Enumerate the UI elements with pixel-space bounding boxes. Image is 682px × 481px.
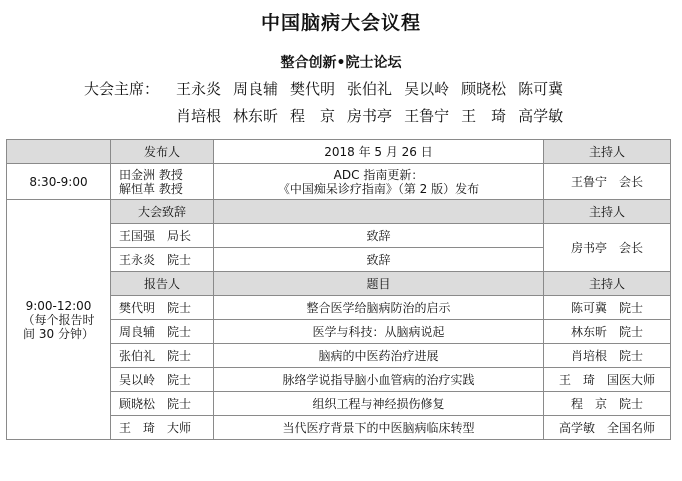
topic-cell: 医学与科技：从脑病说起 — [214, 320, 544, 344]
chair-name: 房书亭 — [347, 107, 393, 125]
time-cell: 8:30-9:00 — [7, 164, 111, 200]
speaker-cell: 王永炎 院士 — [111, 248, 214, 272]
chair-name: 王 琦 — [461, 107, 507, 125]
speaker-cell: 周良辅 院士 — [111, 320, 214, 344]
host-cell: 王鲁宁 会长 — [544, 164, 671, 200]
topic-cell: 整合医学给脑病防治的启示 — [214, 296, 544, 320]
header-empty-cell — [214, 200, 544, 224]
forum-subtitle: 整合创新•院士论坛 — [280, 55, 402, 71]
host-cell: 程 京 院士 — [544, 392, 671, 416]
block-time-cell — [7, 200, 111, 440]
header-topic: 题目 — [214, 272, 544, 296]
chairs-row-2 — [84, 103, 575, 130]
chair-name: 张伯礼 — [347, 80, 393, 98]
speaker-cell: 樊代明 院士 — [111, 296, 214, 320]
host-cell: 陈可冀 院士 — [544, 296, 671, 320]
chair-name: 顾晓松 — [461, 80, 507, 98]
header-publisher: 发布人 — [111, 140, 214, 164]
chair-name: 肖培根 — [176, 107, 222, 125]
topic-cell: 致辞 — [214, 224, 544, 248]
release-topic-line: ADC 指南更新： — [333, 167, 424, 182]
chair-name: 樊代明 — [290, 80, 336, 98]
speaker-cell: 王国强 局长 — [111, 224, 214, 248]
chair-name: 周良辅 — [233, 80, 279, 98]
chair-name: 吴以岭 — [404, 80, 450, 98]
chair-name: 林东昕 — [233, 107, 279, 125]
topic-cell: 脑病的中医药治疗进展 — [214, 344, 544, 368]
speaker-cell: 张伯礼 院士 — [111, 344, 214, 368]
header-address: 大会致辞 — [111, 200, 214, 224]
publisher-name: 解恒革 教授 — [119, 181, 183, 196]
host-cell: 高学敏 全国名师 — [544, 416, 671, 440]
header-host: 主持人 — [544, 272, 671, 296]
header-host: 主持人 — [544, 200, 671, 224]
topic-cell: 致辞 — [214, 248, 544, 272]
release-topic-cell — [214, 164, 544, 200]
header-date: 2018 年 5 月 26 日 — [214, 140, 544, 164]
block-time-line: 9:00-12:00 — [25, 298, 92, 313]
speaker-cell: 王 琦 大师 — [111, 416, 214, 440]
host-cell: 房书亭 会长 — [544, 224, 671, 272]
chairs-section — [84, 76, 575, 130]
table-row — [7, 200, 671, 224]
chairs-label: 大会主席： — [84, 80, 160, 98]
speaker-cell: 顾晓松 院士 — [111, 392, 214, 416]
speaker-cell: 吴以岭 院士 — [111, 368, 214, 392]
table-row — [7, 140, 671, 164]
header-host: 主持人 — [544, 140, 671, 164]
publisher-cell — [111, 164, 214, 200]
host-cell: 林东昕 院士 — [544, 320, 671, 344]
host-cell: 王 琦 国医大师 — [544, 368, 671, 392]
release-topic-line: 《中国痴呆诊疗指南》（第 2 版）发布 — [277, 181, 480, 196]
chair-name: 陈可冀 — [518, 80, 564, 98]
header-empty-cell — [7, 140, 111, 164]
publisher-name: 田金洲 教授 — [119, 167, 183, 182]
table-row — [7, 164, 671, 200]
page-title: 中国脑病大会议程 — [260, 12, 421, 34]
chair-name: 王鲁宁 — [404, 107, 450, 125]
topic-cell: 组织工程与神经损伤修复 — [214, 392, 544, 416]
topic-cell: 当代医疗背景下的中医脑病临床转型 — [214, 416, 544, 440]
chair-name: 程 京 — [290, 107, 336, 125]
header-reporter: 报告人 — [111, 272, 214, 296]
chairs-row-1 — [84, 76, 575, 103]
topic-cell: 脉络学说指导脑小血管病的治疗实践 — [214, 368, 544, 392]
chair-name: 王永炎 — [176, 80, 222, 98]
block-time-line: （每个报告时 — [22, 312, 95, 327]
block-time-line: 间 30 分钟） — [23, 326, 94, 341]
host-cell: 肖培根 院士 — [544, 344, 671, 368]
agenda-table — [6, 139, 671, 440]
chair-name: 高学敏 — [518, 107, 564, 125]
